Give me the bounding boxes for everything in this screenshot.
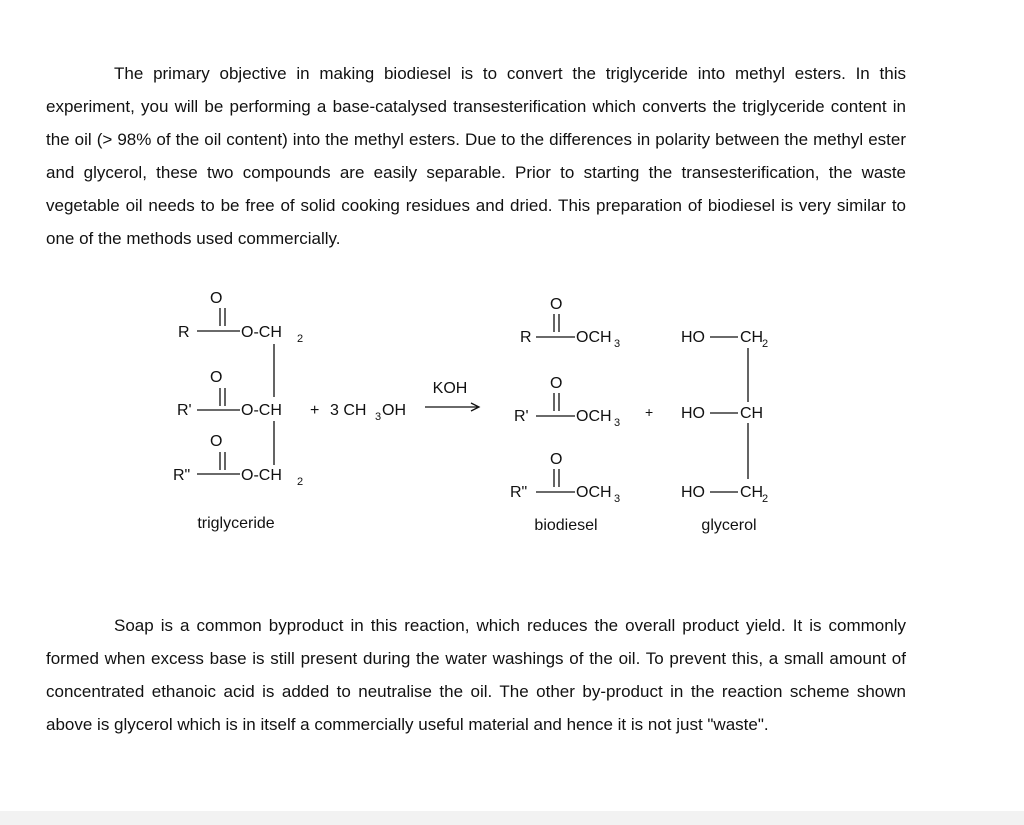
methanol-rest: OH [382, 402, 406, 419]
methanol-reagent [310, 402, 406, 423]
carbonyl-oxygen: O [550, 296, 563, 313]
soap-paragraph: Soap is a common byproduct in this reaction, which reduces the overall product yield. It is commonly formed when excess base is still present during the water washings of the oil. To prevent this, a small amount of concentrated ethanoic acid is added to neutralise the oil. The other by-product in the reaction scheme shown above is glycerol which is in itself a commercially useful material and hence it is not just "waste". [46, 616, 906, 734]
subscript: 3 [614, 417, 621, 429]
ester-link: O-CH [241, 467, 282, 484]
reaction-scheme [0, 270, 1024, 550]
subscript: 2 [762, 338, 769, 350]
catalyst-label: KOH [432, 380, 468, 397]
biodiesel-structure [510, 296, 620, 534]
methyl-ester: OCH [576, 408, 612, 425]
glycerol-label: glycerol [701, 517, 757, 534]
methanol-coefficient: 3 CH [330, 402, 367, 419]
subscript: 3 [614, 493, 621, 505]
carbonyl-oxygen: O [550, 375, 563, 392]
methyl-ester: OCH [576, 329, 612, 346]
carbonyl-oxygen: O [550, 451, 563, 468]
reaction-arrow [425, 380, 479, 411]
triglyceride-label: triglyceride [197, 515, 275, 532]
biodiesel-label: biodiesel [534, 517, 598, 534]
carbonyl-oxygen: O [210, 369, 223, 386]
subscript: 3 [614, 338, 621, 350]
carbon: CH [740, 484, 764, 501]
subscript: 2 [297, 333, 304, 345]
r-prime-group: R' [177, 402, 192, 419]
ester-link: O-CH [241, 324, 282, 341]
triglyceride-structure [173, 290, 303, 532]
ester-link: O-CH [241, 402, 282, 419]
r-double-prime-group: R" [173, 467, 191, 484]
plus-sign: + [645, 404, 654, 420]
subscript: 3 [375, 411, 382, 423]
methyl-ester: OCH [576, 484, 612, 501]
plus-sign: + [310, 402, 320, 419]
r-group: R [178, 324, 190, 341]
hydroxyl: HO [681, 329, 705, 346]
hydroxyl: HO [681, 405, 705, 422]
page-bottom-edge [0, 811, 1024, 825]
carbonyl-oxygen: O [210, 290, 223, 307]
r-group: R [520, 329, 532, 346]
glycerol-structure [681, 329, 768, 534]
carbon: CH [740, 405, 764, 422]
intro-paragraph: The primary objective in making biodiesel is to convert the triglyceride into methyl esters. In this experiment, you will be performing a base-catalysed transesterification which converts the triglyceride content in the oil (> 98% of the oil content) into the methyl esters. Due to the differences in polarity between the methyl ester and glycerol, these two compounds are easily separable. Prior to starting the transesterification, the waste vegetable oil needs to be free of solid cooking residues and dried. This preparation of biodiesel is very similar to one of the methods used commercially. [46, 64, 906, 248]
carbon: CH [740, 329, 764, 346]
carbonyl-oxygen: O [210, 433, 223, 450]
r-double-prime-group: R" [510, 484, 528, 501]
hydroxyl: HO [681, 484, 705, 501]
r-prime-group: R' [514, 408, 529, 425]
subscript: 2 [762, 493, 769, 505]
subscript: 2 [297, 476, 304, 488]
